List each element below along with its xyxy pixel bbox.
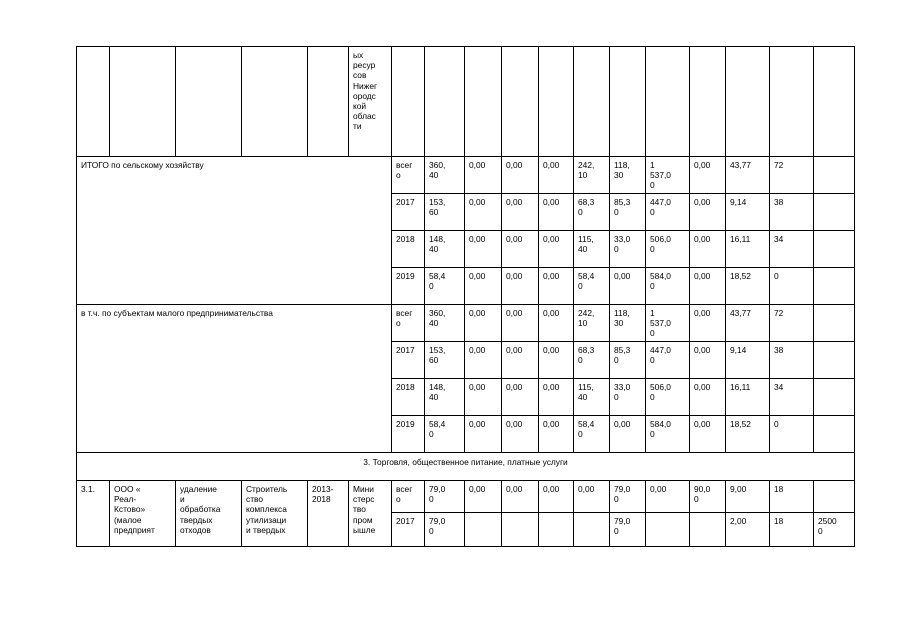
value-cell: 0,00 — [539, 481, 574, 513]
value-cell: 0,00 — [539, 416, 574, 453]
table-cell — [308, 47, 349, 157]
value-cell: 360, 40 — [425, 305, 465, 342]
value-cell: 38 — [770, 342, 814, 379]
ministry-cell: Мини стерс тво пром ышле — [349, 481, 392, 547]
table-cell — [242, 47, 308, 157]
value-cell: 72 — [770, 305, 814, 342]
value-cell — [646, 513, 690, 547]
value-cell: 584,0 0 — [646, 268, 690, 305]
value-cell: 118, 30 — [610, 157, 646, 194]
value-cell: 0,00 — [690, 268, 726, 305]
value-cell: 506,0 0 — [646, 379, 690, 416]
value-cell: 34 — [770, 379, 814, 416]
table-cell — [176, 47, 242, 157]
value-cell: 0,00 — [539, 268, 574, 305]
period-cell: 2017 — [392, 194, 425, 231]
table-cell — [425, 47, 465, 157]
table-row — [77, 157, 855, 194]
value-cell: 18,52 — [726, 416, 770, 453]
value-cell: 34 — [770, 231, 814, 268]
data-table — [76, 46, 855, 547]
value-cell: 148, 40 — [425, 379, 465, 416]
value-cell: 584,0 0 — [646, 416, 690, 453]
value-cell: 85,3 0 — [610, 194, 646, 231]
value-cell: 18 — [770, 481, 814, 513]
value-cell: 79,0 0 — [425, 513, 465, 547]
value-cell: 58,4 0 — [574, 268, 610, 305]
table-cell — [392, 47, 425, 157]
value-cell — [814, 416, 855, 453]
value-cell: 0,00 — [690, 194, 726, 231]
section-title: 3. Торговля, общественное питание, платные услуги — [77, 453, 855, 481]
value-cell: 0,00 — [690, 231, 726, 268]
period-cell: 2018 — [392, 379, 425, 416]
value-cell: 9,00 — [726, 481, 770, 513]
value-cell: 115, 40 — [574, 231, 610, 268]
table-cell — [77, 47, 110, 157]
table-cell — [770, 47, 814, 157]
value-cell: 0,00 — [502, 379, 539, 416]
value-cell — [465, 513, 502, 547]
value-cell: 506,0 0 — [646, 231, 690, 268]
period-cell: 2017 — [392, 342, 425, 379]
value-cell: 0,00 — [690, 157, 726, 194]
header-continuation-row — [77, 47, 855, 157]
value-cell — [690, 513, 726, 547]
project-cell: Строитель ство комплекса утилизаци и твердых — [242, 481, 308, 547]
table-cell — [646, 47, 690, 157]
value-cell: 0,00 — [502, 194, 539, 231]
period-cell: 2019 — [392, 416, 425, 453]
value-cell: 447,0 0 — [646, 342, 690, 379]
value-cell: 0,00 — [539, 231, 574, 268]
value-cell: 118, 30 — [610, 305, 646, 342]
period-cell: всег о — [392, 305, 425, 342]
value-cell: 0,00 — [539, 157, 574, 194]
value-cell: 79,0 0 — [610, 513, 646, 547]
value-cell: 0,00 — [610, 268, 646, 305]
value-cell: 0,00 — [502, 342, 539, 379]
value-cell: 0,00 — [690, 342, 726, 379]
value-cell: 0,00 — [574, 481, 610, 513]
value-cell: 18 — [770, 513, 814, 547]
item-number: 3.1. — [77, 481, 110, 547]
value-cell: 0,00 — [690, 416, 726, 453]
value-cell: 0,00 — [465, 481, 502, 513]
value-cell: 0,00 — [539, 305, 574, 342]
value-cell: 0,00 — [465, 231, 502, 268]
value-cell: 0 — [770, 268, 814, 305]
value-cell: 9,14 — [726, 194, 770, 231]
table-cell — [574, 47, 610, 157]
value-cell: 0,00 — [465, 157, 502, 194]
value-cell: 85,3 0 — [610, 342, 646, 379]
value-cell: 0,00 — [502, 268, 539, 305]
value-cell: 447,0 0 — [646, 194, 690, 231]
value-cell: 153, 60 — [425, 342, 465, 379]
value-cell: 1 537,0 0 — [646, 305, 690, 342]
value-cell: 0,00 — [502, 416, 539, 453]
source-cell: ых ресур сов Нижег ородс кой облас ти — [349, 47, 392, 157]
value-cell: 38 — [770, 194, 814, 231]
value-cell: 0,00 — [465, 305, 502, 342]
section-row — [77, 453, 855, 481]
organization-cell: ООО « Реал- Кстово» (малое предприят — [110, 481, 176, 547]
value-cell: 0,00 — [465, 194, 502, 231]
group-label: ИТОГО по сельскому хозяйству — [77, 157, 392, 305]
value-cell: 1 537,0 0 — [646, 157, 690, 194]
table-row — [77, 481, 855, 513]
value-cell: 153, 60 — [425, 194, 465, 231]
value-cell: 90,0 0 — [690, 481, 726, 513]
value-cell: 2,00 — [726, 513, 770, 547]
value-cell — [502, 513, 539, 547]
value-cell: 0,00 — [502, 231, 539, 268]
value-cell: 0,00 — [690, 305, 726, 342]
value-cell — [814, 379, 855, 416]
value-cell: 0,00 — [539, 342, 574, 379]
activity-cell: удаление и обработка твердых отходов — [176, 481, 242, 547]
value-cell: 0,00 — [465, 416, 502, 453]
value-cell: 0,00 — [646, 481, 690, 513]
period-cell: всег о — [392, 157, 425, 194]
table-row — [77, 305, 855, 342]
value-cell: 0,00 — [465, 379, 502, 416]
value-cell: 16,11 — [726, 379, 770, 416]
value-cell: 79,0 0 — [425, 481, 465, 513]
value-cell: 0 — [770, 416, 814, 453]
period-cell: 2019 — [392, 268, 425, 305]
value-cell: 18,52 — [726, 268, 770, 305]
period-cell: всег о — [392, 481, 425, 513]
value-cell: 33,0 0 — [610, 379, 646, 416]
value-cell: 2500 0 — [814, 513, 855, 547]
value-cell: 0,00 — [690, 379, 726, 416]
value-cell: 16,11 — [726, 231, 770, 268]
value-cell: 0,00 — [465, 342, 502, 379]
value-cell: 33,0 0 — [610, 231, 646, 268]
value-cell: 79,0 0 — [610, 481, 646, 513]
table-cell — [110, 47, 176, 157]
value-cell: 9,14 — [726, 342, 770, 379]
table-cell — [502, 47, 539, 157]
value-cell — [814, 305, 855, 342]
value-cell: 0,00 — [502, 305, 539, 342]
table-cell — [690, 47, 726, 157]
table-cell — [610, 47, 646, 157]
value-cell: 58,4 0 — [425, 416, 465, 453]
years-cell: 2013- 2018 — [308, 481, 349, 547]
value-cell — [814, 268, 855, 305]
table-cell — [726, 47, 770, 157]
table-cell — [539, 47, 574, 157]
value-cell: 0,00 — [502, 157, 539, 194]
value-cell — [539, 513, 574, 547]
value-cell — [574, 513, 610, 547]
period-cell: 2017 — [392, 513, 425, 547]
value-cell: 242, 10 — [574, 305, 610, 342]
value-cell: 0,00 — [502, 481, 539, 513]
value-cell: 43,77 — [726, 157, 770, 194]
value-cell — [814, 231, 855, 268]
value-cell: 68,3 0 — [574, 194, 610, 231]
table-cell — [465, 47, 502, 157]
table-cell — [814, 47, 855, 157]
value-cell — [814, 481, 855, 513]
value-cell: 115, 40 — [574, 379, 610, 416]
value-cell: 43,77 — [726, 305, 770, 342]
group-label: в т.ч. по субъектам малого предпринимательства — [77, 305, 392, 453]
value-cell: 242, 10 — [574, 157, 610, 194]
value-cell: 0,00 — [539, 194, 574, 231]
value-cell: 68,3 0 — [574, 342, 610, 379]
value-cell — [814, 157, 855, 194]
value-cell — [814, 194, 855, 231]
value-cell: 58,4 0 — [425, 268, 465, 305]
value-cell: 0,00 — [539, 379, 574, 416]
value-cell: 148, 40 — [425, 231, 465, 268]
value-cell — [814, 342, 855, 379]
period-cell: 2018 — [392, 231, 425, 268]
value-cell: 0,00 — [465, 268, 502, 305]
value-cell: 58,4 0 — [574, 416, 610, 453]
value-cell: 72 — [770, 157, 814, 194]
value-cell: 0,00 — [610, 416, 646, 453]
value-cell: 360, 40 — [425, 157, 465, 194]
